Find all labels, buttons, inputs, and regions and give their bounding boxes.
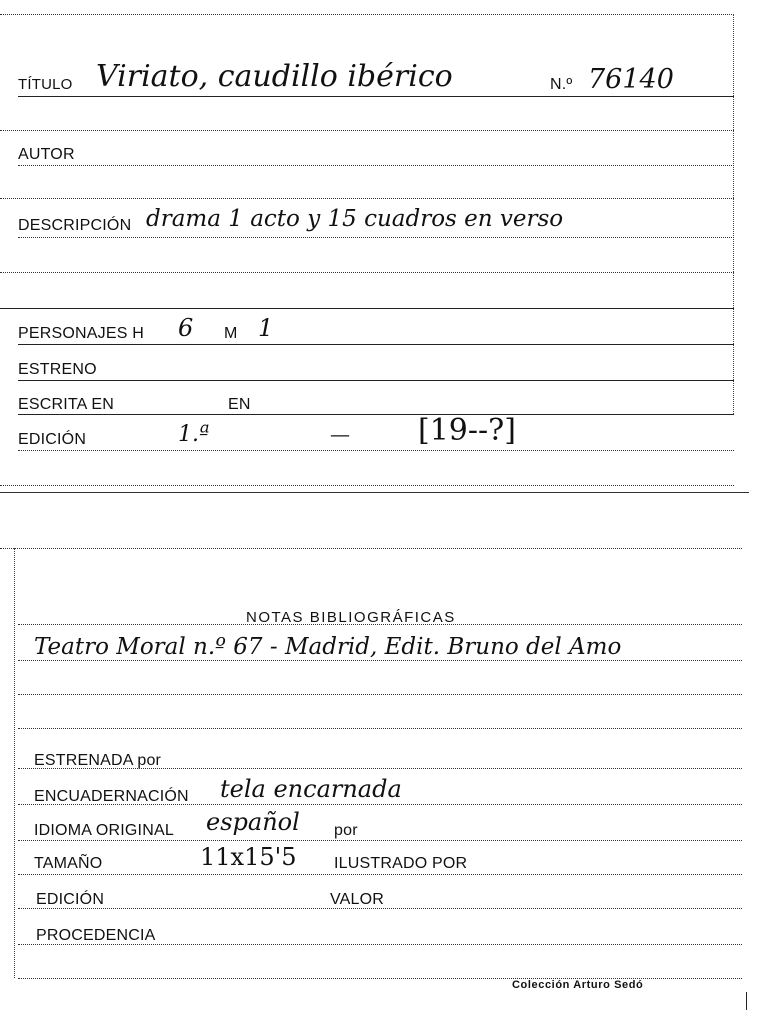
- catalog-card-top: [0, 0, 759, 492]
- personajes-label: PERSONAJES H: [18, 325, 144, 342]
- escrita-label: ESCRITA EN: [18, 396, 114, 413]
- ilustrado-label: ILUSTRADO POR: [334, 855, 468, 872]
- notas-rule-2: [18, 694, 742, 695]
- tamano-rule: [18, 874, 742, 875]
- card-separator: [0, 492, 749, 493]
- tamano-label: TAMAÑO: [34, 855, 103, 872]
- edge-tick: [746, 992, 747, 1010]
- notas-heading: NOTAS BIBLIOGRÁFICAS: [246, 609, 456, 626]
- autor-rule: [18, 165, 734, 166]
- edicion2-rule: [18, 908, 742, 909]
- notas-rule-3: [18, 728, 742, 729]
- notas-heading-rule: [18, 624, 742, 625]
- card1-bottom-rule: [0, 485, 734, 486]
- blank-rule-3: [0, 272, 734, 273]
- numero-value: 76140: [588, 64, 674, 95]
- escrita-rule: [18, 414, 734, 415]
- encuadernacion-value: tela encarnada: [220, 775, 402, 803]
- numero-label: N.º: [550, 76, 573, 93]
- descripcion-value: drama 1 acto y 15 cuadros en verso: [146, 206, 564, 232]
- notas-value: Teatro Moral n.º 67 - Madrid, Edit. Bruno del Amo: [34, 634, 622, 660]
- estrenada-label: ESTRENADA por: [34, 752, 162, 769]
- idioma-por-label: por: [334, 822, 358, 839]
- card2-left-border: [14, 548, 15, 978]
- encuadernacion-rule: [18, 804, 742, 805]
- idioma-rule: [18, 840, 742, 841]
- card2-top-border: [0, 548, 742, 549]
- edicion-date: [19--?]: [418, 413, 516, 448]
- descripcion-rule: [18, 237, 734, 238]
- autor-label: AUTOR: [18, 146, 75, 163]
- titulo-label: TÍTULO: [18, 76, 73, 93]
- personajes-m-value: 1: [258, 314, 274, 342]
- edicion-label: EDICIÓN: [18, 431, 87, 448]
- descripcion-label: DESCRIPCIÓN: [18, 217, 132, 234]
- edicion-rule: [18, 450, 734, 451]
- collection-label: Colección Arturo Sedó: [512, 979, 644, 991]
- escrita-en-label: EN: [228, 396, 251, 413]
- titulo-value: Viriato, caudillo ibérico: [96, 59, 453, 94]
- valor-label: VALOR: [330, 891, 385, 908]
- card-right-border: [733, 14, 734, 414]
- personajes-h-value: 6: [178, 314, 194, 342]
- personajes-rule: [18, 344, 734, 345]
- catalog-card-bottom: [0, 500, 759, 1028]
- estreno-rule: [18, 380, 734, 381]
- personajes-m-label: M: [224, 325, 238, 342]
- titulo-rule: [18, 96, 734, 97]
- edicion-dash: —: [330, 422, 350, 446]
- idioma-value: español: [206, 808, 300, 836]
- blank-rule-4: [0, 308, 734, 309]
- card-top-border: [0, 14, 734, 15]
- encuadernacion-label: ENCUADERNACIÓN: [34, 788, 189, 805]
- idioma-label: IDIOMA ORIGINAL: [34, 822, 174, 839]
- edicion-value: 1.ª: [178, 422, 210, 447]
- blank-rule-1: [0, 130, 734, 131]
- procedencia-label: PROCEDENCIA: [36, 927, 156, 944]
- tamano-value: 11x15'5: [200, 843, 297, 871]
- estrenada-rule: [18, 768, 742, 769]
- procedencia-rule: [18, 944, 742, 945]
- blank-rule-2: [0, 198, 734, 199]
- edicion2-label: EDICIÓN: [36, 891, 105, 908]
- estreno-label: ESTRENO: [18, 361, 97, 378]
- notas-rule-1: [18, 660, 742, 661]
